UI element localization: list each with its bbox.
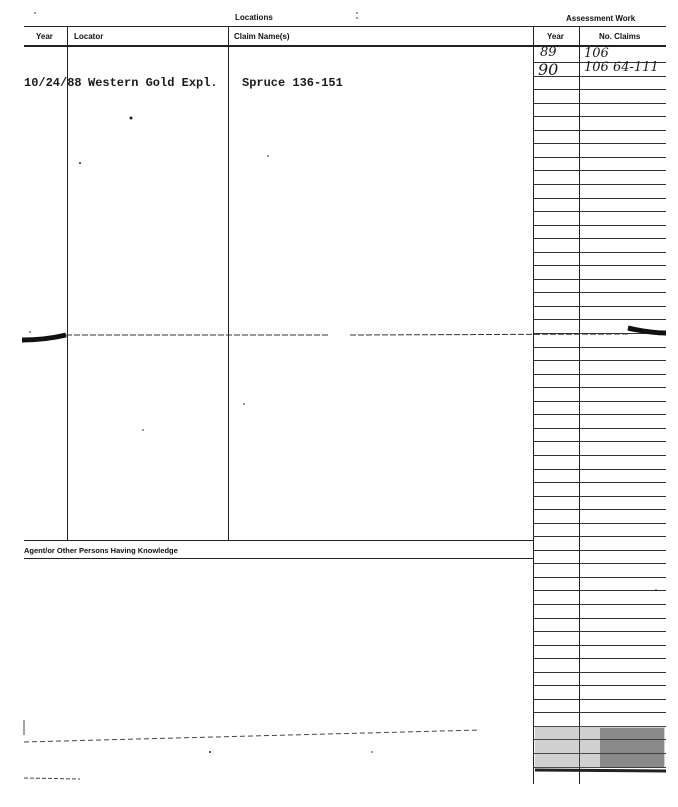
aw-year-90: 90: [538, 60, 559, 79]
speck: [34, 12, 36, 14]
assessment-work-heading: Assessment Work: [566, 14, 636, 23]
speck: [356, 17, 358, 19]
bottom-corner-mark: [24, 778, 80, 779]
speck: [29, 331, 31, 333]
left-binding-mark: [22, 335, 66, 340]
fold-line-right: [350, 334, 628, 335]
right-binding-mark: [628, 328, 666, 333]
claim-names-column-header: Claim Name(s): [234, 32, 290, 41]
speck: [267, 155, 269, 157]
speck: [655, 589, 657, 591]
speck: [142, 429, 144, 431]
aw-year-89: 89: [540, 45, 557, 60]
aw-year-column-header: Year: [547, 32, 564, 41]
aw-claims-90: 106 64-111: [584, 60, 659, 75]
speck: [356, 12, 358, 14]
bottom-fold-line: [24, 730, 480, 742]
year-column-header: Year: [36, 32, 53, 41]
location-date: 10/24/88: [24, 76, 82, 90]
speck: [209, 751, 211, 753]
speck: [130, 117, 133, 120]
location-locator: Western Gold Expl.: [88, 76, 218, 90]
scan-noise-dark: [600, 728, 664, 768]
locations-heading: Locations: [235, 13, 273, 22]
no-claims-column-header: No. Claims: [599, 32, 641, 41]
agent-section-heading: Agent/or Other Persons Having Knowledge: [24, 546, 178, 555]
speck: [371, 751, 373, 753]
aw-claims-89: 106: [584, 46, 609, 61]
speck: [243, 403, 245, 405]
bottom-heavy-line: [535, 770, 666, 771]
speck: [79, 162, 81, 164]
location-claims: Spruce 136-151: [242, 76, 343, 90]
locator-column-header: Locator: [74, 32, 104, 41]
